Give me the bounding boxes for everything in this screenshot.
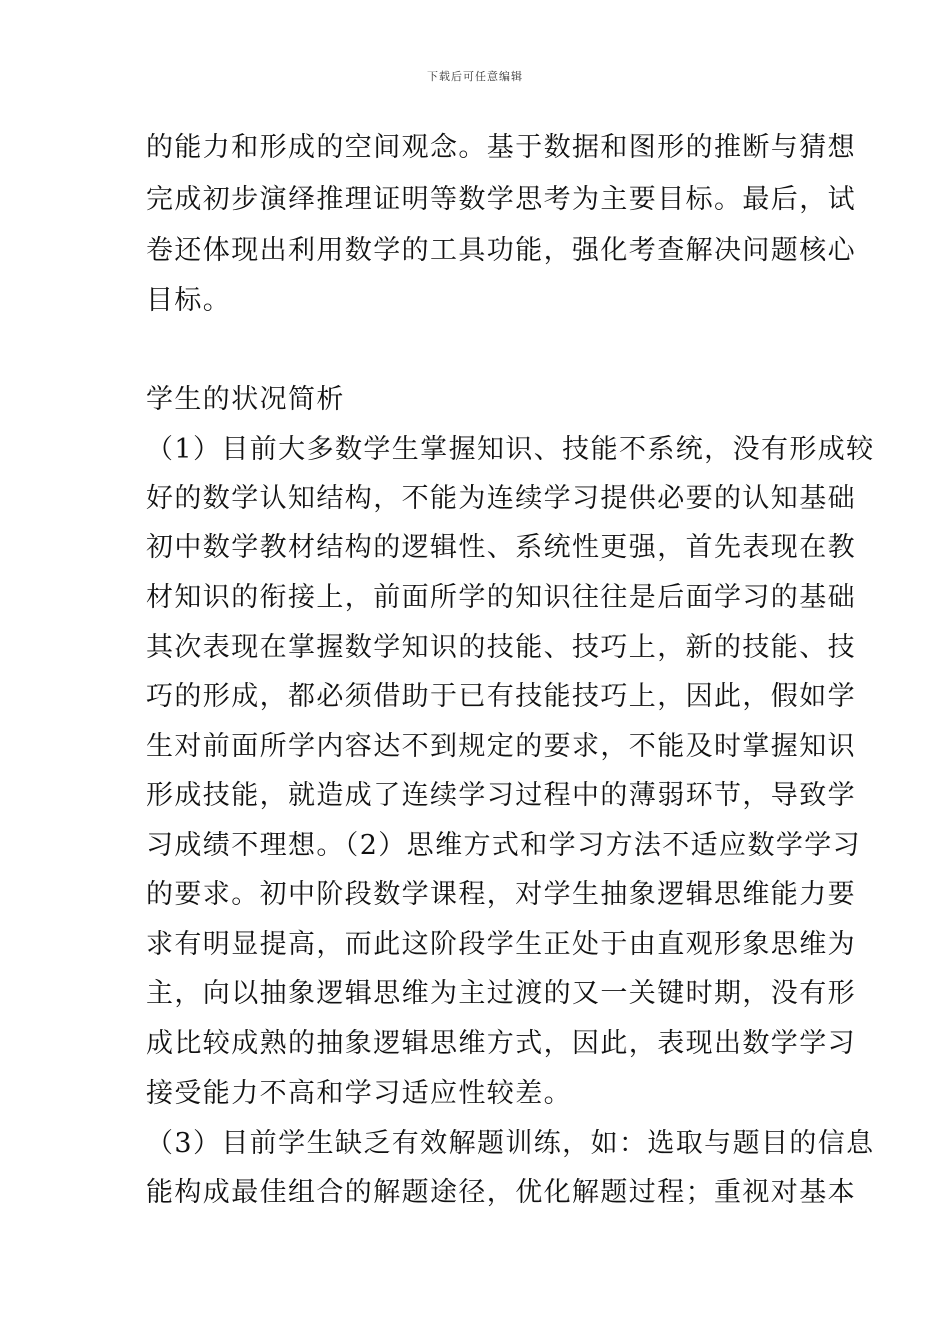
text-line: 卷还体现出利用数学的工具功能，强化考查解决问题核心 <box>146 235 856 266</box>
text-line: 形成技能，就造成了连续学习过程中的薄弱环节，导致学 <box>146 780 856 811</box>
text-line: 完成初步演绎推理证明等数学思考为主要目标。最后，试 <box>146 184 856 215</box>
text-line: 主，向以抽象逻辑思维为主过渡的又一关键时期，没有形 <box>146 978 856 1009</box>
text-line: 巧的形成，都必须借助于已有技能技巧上，因此，假如学 <box>146 681 856 712</box>
section-heading: 学生的状况简析 <box>146 384 345 415</box>
text-line: 接受能力不高和学习适应性较差。 <box>146 1078 572 1109</box>
text-line: 材知识的衔接上，前面所学的知识往往是后面学习的基础 <box>146 582 856 613</box>
text-line: 的能力和形成的空间观念。基于数据和图形的推断与猜想 <box>146 132 856 163</box>
text-line: 目标。 <box>146 285 232 316</box>
header-note: 下载后可任意编辑 <box>427 70 523 83</box>
text-line: 习成绩不理想。（2）思维方式和学习方法不适应数学学习 <box>146 830 862 861</box>
text-line: 好的数学认知结构，不能为连续学习提供必要的认知基础 <box>146 483 856 514</box>
text-line: （1）目前大多数学生掌握知识、技能不系统，没有形成较 <box>146 434 875 465</box>
text-line: （3）目前学生缺乏有效解题训练，如：选取与题目的信息 <box>146 1128 875 1159</box>
text-line: 成比较成熟的抽象逻辑思维方式，因此，表现出数学学习 <box>146 1028 856 1059</box>
text-line: 生对前面所学内容达不到规定的要求，不能及时掌握知识 <box>146 731 856 762</box>
text-line: 其次表现在掌握数学知识的技能、技巧上，新的技能、技 <box>146 632 856 663</box>
text-line: 求有明显提高，而此这阶段学生正处于由直观形象思维为 <box>146 929 856 960</box>
text-line: 能构成最佳组合的解题途径，优化解题过程；重视对基本 <box>146 1177 856 1208</box>
text-line: 初中数学教材结构的逻辑性、系统性更强，首先表现在教 <box>146 532 856 563</box>
text-line: 的要求。初中阶段数学课程，对学生抽象逻辑思维能力要 <box>146 879 856 910</box>
